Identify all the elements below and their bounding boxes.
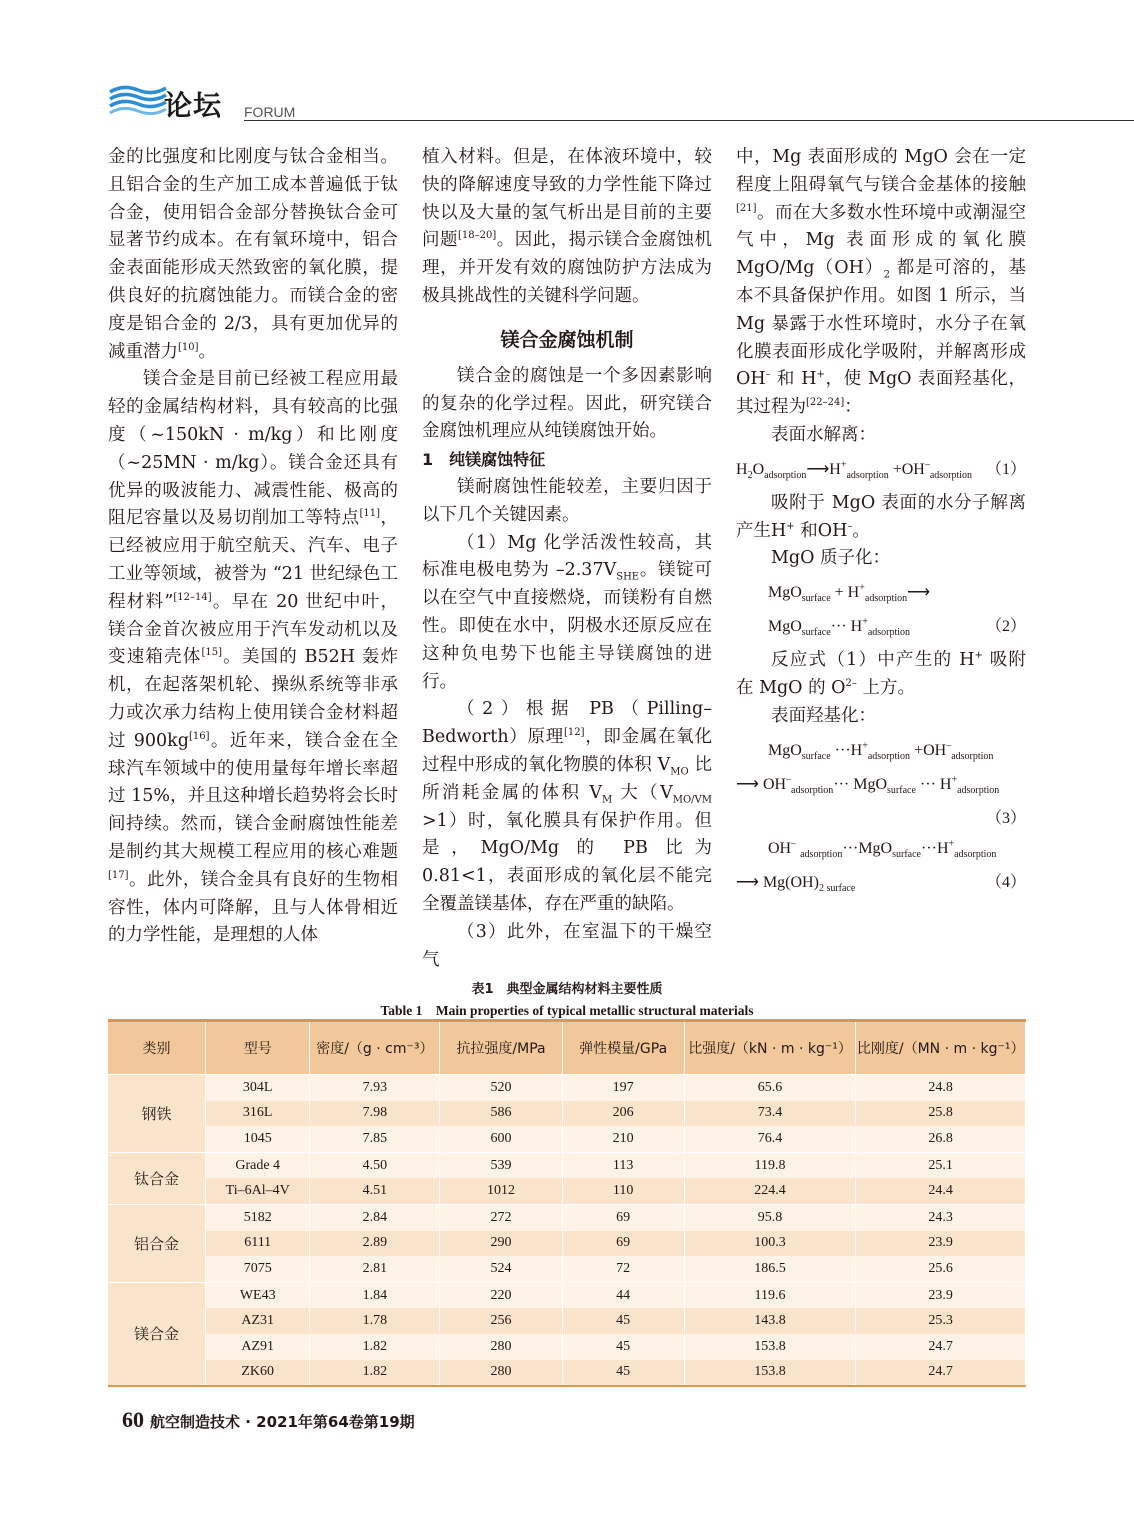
column-header: 类别: [108, 1021, 206, 1075]
category-cell: 铝合金: [108, 1204, 206, 1282]
column-header: 密度/（g · cm⁻³）: [310, 1021, 440, 1075]
table-cell: 7.85: [310, 1126, 440, 1152]
paragraph: 反应式（1）中产生的 H+ 吸附在 MgO 的 $O^{2-}$ 上方。: [736, 650, 1026, 698]
table-cell: AZ91: [206, 1334, 310, 1360]
table-cell: 304L: [206, 1075, 310, 1101]
paragraph: 镁合金的腐蚀是一个多因素影响的复杂的化学过程。因此，研究镁合金腐蚀机理应从纯镁腐蚀开始。: [422, 365, 712, 442]
column-header: 弹性模量/GPa: [562, 1021, 684, 1075]
table-cell: 65.6: [684, 1075, 856, 1101]
table-cell: 1045: [206, 1126, 310, 1152]
wave-logo-icon: [108, 82, 168, 118]
table-row: [108, 1308, 1026, 1334]
text-column-3: [736, 144, 1026, 903]
table-cell: 1.82: [310, 1360, 440, 1387]
equation-4b: ⟶ $Mg(OH)_{2 surface}$ （4）: [736, 873, 1026, 894]
table-cell: 25.1: [856, 1152, 1026, 1178]
table-cell: Grade 4: [206, 1152, 310, 1178]
table-caption-en: Table 1 Main properties of typical metallic structural materials: [380, 1003, 754, 1018]
equation-3-number: （3）: [985, 809, 1026, 827]
table-cell: 316L: [206, 1101, 310, 1127]
properties-table: [108, 1019, 1026, 1387]
table-cell: 69: [562, 1204, 684, 1230]
table-cell: 280: [440, 1334, 562, 1360]
table-cell: 119.6: [684, 1282, 856, 1308]
table-cell: 520: [440, 1075, 562, 1101]
table-cell: 2.89: [310, 1231, 440, 1257]
table-cell: 45: [562, 1308, 684, 1334]
table-body: [108, 1075, 1026, 1387]
header-rule: [244, 120, 1134, 121]
table-row: [108, 1334, 1026, 1360]
table-row: [108, 1231, 1026, 1257]
table-cell: 25.6: [856, 1256, 1026, 1282]
table-cell: 25.3: [856, 1308, 1026, 1334]
table-cell: 100.3: [684, 1231, 856, 1257]
table-cell: 4.51: [310, 1178, 440, 1204]
table-row: [108, 1101, 1026, 1127]
column-header: 比强度/（kN · m · kg⁻¹）: [684, 1021, 856, 1075]
section-heading: 镁合金腐蚀机制: [500, 328, 634, 351]
table-cell: 24.3: [856, 1204, 1026, 1230]
table-cell: AZ31: [206, 1308, 310, 1334]
table-cell: 7.98: [310, 1101, 440, 1127]
equation-label: 表面羟基化：: [771, 705, 876, 726]
table-cell: 2.84: [310, 1204, 440, 1230]
equation-2b: $MgO_{surface}\cdot\cdot\cdot H^+_{adsorption}$ （2）: [768, 616, 1026, 639]
equation-2a: $MgO_{surface} + H^+_{adsorption}⟶$: [768, 582, 931, 605]
paragraph: 镁耐腐蚀性能较差，主要归因于以下几个关键因素。: [422, 476, 712, 525]
text-column-2: [422, 144, 712, 974]
category-cell: 钛合金: [108, 1152, 206, 1204]
section-title-en: FORUM: [244, 104, 296, 120]
table-cell: 76.4: [684, 1126, 856, 1152]
table-cell: 119.8: [684, 1152, 856, 1178]
table-cell: 69: [562, 1231, 684, 1257]
column-header: 抗拉强度/MPa: [440, 1021, 562, 1075]
table-cell: 25.8: [856, 1101, 1026, 1127]
table-row: [108, 1075, 1026, 1101]
text-column-1: [108, 144, 398, 950]
table-row: [108, 1282, 1026, 1308]
table-cell: 24.4: [856, 1178, 1026, 1204]
table-cell: Ti–6Al–4V: [206, 1178, 310, 1204]
table-cell: 45: [562, 1360, 684, 1387]
table-cell: 153.8: [684, 1360, 856, 1387]
paragraph: （2）根据 PB（Pilling–Bedworth）原理[12]，即金属在氧化过程中形成的氧化物膜的体积 $V_{MO}$ 比所消耗金属的体积 $V_M$ 大$(V_{MO/VM} >1)$时，氧化膜具有保护作用。但是，MgO/Mg 的 PB 比为 0.81<1，表面形成的氧化层不能完全覆盖镁基体，存在严重的缺陷。: [422, 699, 713, 914]
column-header: 比刚度/（MN · m · kg⁻¹）: [856, 1021, 1026, 1075]
table-cell: WE43: [206, 1282, 310, 1308]
table-cell: 220: [440, 1282, 562, 1308]
table-cell: 44: [562, 1282, 684, 1308]
table-row: [108, 1126, 1026, 1152]
table-cell: 1012: [440, 1178, 562, 1204]
table-row: [108, 1152, 1026, 1178]
equation-3b: ⟶ $OH^-_{adsorption}\cdot\cdot\cdot MgO_{surface}$ ··· $H^+_{adsorption}$: [736, 774, 1000, 796]
table-cell: 1.78: [310, 1308, 440, 1334]
table-row: [108, 1204, 1026, 1230]
category-cell: 镁合金: [108, 1282, 206, 1386]
equation-3a: $MgO_{surface} \cdot\cdot\cdot H^+_{adsorption} +OH^-_{adsorption}$: [768, 740, 994, 762]
table-cell: 524: [440, 1256, 562, 1282]
table-cell: 206: [562, 1101, 684, 1127]
paragraph: 中，Mg 表面形成的 MgO 会在一定程度上阻碍氧气与镁合金基体的接触[21]。而在大多数水性环境中或潮湿空气中，Mg 表面形成的氧化膜 MgO/$Mg(OH)_2$ 都是可溶的，基本不具备保护作用。如图 1 所示，当 Mg 暴露于水性环境时，水分子在氧化膜表面形成化学吸附，并解离形成 OH– 和 H+，使 MgO 表面羟基化，其过程为[22–24]：: [736, 147, 1027, 418]
table-cell: 45: [562, 1334, 684, 1360]
table-cell: 272: [440, 1204, 562, 1230]
table-cell: 153.8: [684, 1334, 856, 1360]
equation-1: $H_2O_{adsorption}⟶H^+_{adsorption} +OH^-_{adsorption}$ （1）: [736, 459, 1026, 481]
table-cell: 210: [562, 1126, 684, 1152]
page-footer: [122, 1407, 415, 1433]
table-cell: 7075: [206, 1256, 310, 1282]
journal-name: 航空制造技术 · 2021年第64卷第19期: [150, 1413, 415, 1431]
table-cell: 256: [440, 1308, 562, 1334]
table-cell: 113: [562, 1152, 684, 1178]
table-cell: 197: [562, 1075, 684, 1101]
table-cell: 586: [440, 1101, 562, 1127]
paragraph: （1）Mg 化学活泼性较高，其标准电极电势为 $-2.37V_{SHE}$。镁锭可以在空气中直接燃烧，而镁粉有自燃性。即使在水中，阴极水还原反应在这种负电势下也能主导镁腐蚀的进行。: [422, 532, 712, 692]
table-cell: 73.4: [684, 1101, 856, 1127]
table-cell: 280: [440, 1360, 562, 1387]
table-cell: 224.4: [684, 1178, 856, 1204]
table-cell: 539: [440, 1152, 562, 1178]
table-cell: 186.5: [684, 1256, 856, 1282]
paragraph: 金的比强度和比刚度与钛合金相当。且铝合金的生产加工成本普遍低于钛合金，使用铝合金部分替换钛合金可显著节约成本。在有氧环境中，铝合金表面能形成天然致密的氧化膜，提供良好的抗腐蚀能力。而镁合金的密度是铝合金的 2/3，具有更加优异的减重潜力[10]。: [108, 147, 398, 362]
table-header-row: [108, 1021, 1026, 1075]
table-cell: 4.50: [310, 1152, 440, 1178]
section-title-cn: 论坛: [164, 89, 223, 122]
table-cell: 1.84: [310, 1282, 440, 1308]
column-header: 型号: [206, 1021, 310, 1075]
equation-label: MgO 质子化：: [771, 548, 891, 569]
table-cell: 24.7: [856, 1334, 1026, 1360]
category-cell: 钢铁: [108, 1075, 206, 1153]
table-cell: 24.7: [856, 1360, 1026, 1387]
paragraph: 镁合金是目前已经被工程应用最轻的金属结构材料，具有较高的比强度（~150kN · m/kg）和比刚度（~25MN · m/kg）。镁合金还具有优异的吸波能力、减震性能、极高的阻尼容量以及易切削加工等特点[11]，已经被应用于航空航天、汽车、电子工业等领域，被誉为 “21 世纪绿色工程材料”[12–14]。早在 20 世纪中叶，镁合金首次被应用于汽车发动机以及变速箱壳体[15]。美国的 B52H 轰炸机，在起落架机轮、操纵系统等非承力或次承力结构上使用镁合金材料超过 900kg[16]。近年来，镁合金在全球汽车领域中的使用量每年增长率超过 15%，并且这种增长趋势将会长时间持续。然而，镁合金耐腐蚀性能差是制约其大规模工程应用的核心难题[17]。此外，镁合金具有良好的生物相容性，体内可降解，且与人体骨相近的力学性能，是理想的人体: [108, 369, 399, 946]
table-cell: 110: [562, 1178, 684, 1204]
table-cell: 23.9: [856, 1231, 1026, 1257]
page-number: 60: [122, 1407, 144, 1432]
table-cell: 6111: [206, 1231, 310, 1257]
table-cell: 24.8: [856, 1075, 1026, 1101]
table-cell: ZK60: [206, 1360, 310, 1387]
table-row: [108, 1178, 1026, 1204]
table-row: [108, 1256, 1026, 1282]
table-cell: 7.93: [310, 1075, 440, 1101]
subsection-heading: 1 纯镁腐蚀特征: [422, 450, 546, 470]
table-cell: 23.9: [856, 1282, 1026, 1308]
table-cell: 26.8: [856, 1126, 1026, 1152]
table-row: [108, 1360, 1026, 1387]
table-cell: 143.8: [684, 1308, 856, 1334]
equation-label: 表面水解离：: [771, 424, 876, 445]
equation-4a: OH– $_{adsorption}\cdot\cdot\cdot MgO_{surface}\cdot\cdot\cdot H^+_{adsorption}$: [768, 838, 997, 860]
table-cell: 95.8: [684, 1204, 856, 1230]
page-header: [108, 82, 1134, 122]
table-cell: 72: [562, 1256, 684, 1282]
table-cell: 290: [440, 1231, 562, 1257]
table-cell: 5182: [206, 1204, 310, 1230]
table-cell: 1.82: [310, 1334, 440, 1360]
paragraph: 植入材料。但是，在体液环境中，较快的降解速度导致的力学性能下降过快以及大量的氢气析出是目前的主要问题[18–20]。因此，揭示镁合金腐蚀机理，并开发有效的腐蚀防护方法成为极具挑战性的关键科学问题。: [422, 147, 713, 306]
paragraph: （3）此外，在室温下的干燥空气: [422, 921, 712, 970]
table-cell: 2.81: [310, 1256, 440, 1282]
table-cell: 600: [440, 1126, 562, 1152]
paragraph: 吸附于 MgO 表面的水分子解离产生H+ 和OH–。: [736, 492, 1026, 541]
table-caption-cn: 表1 典型金属结构材料主要性质: [471, 982, 663, 997]
